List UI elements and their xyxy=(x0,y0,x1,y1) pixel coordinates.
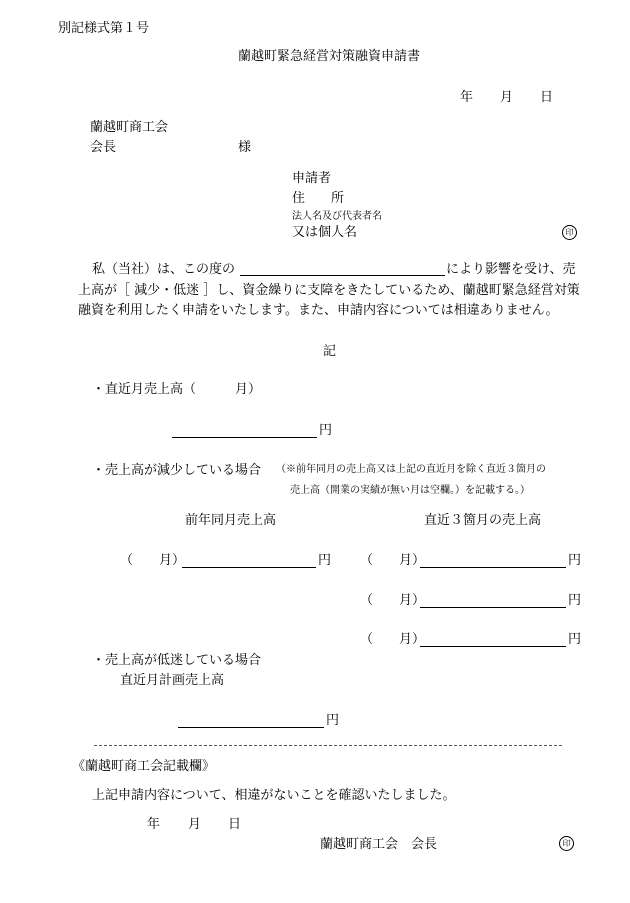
applicant-name-label-2: 又は個人名 xyxy=(292,225,358,240)
prev-year-yen: 円 xyxy=(318,553,332,568)
recent-yen-2: 円 xyxy=(568,593,582,608)
recent-amount-line-3 xyxy=(420,646,566,647)
stagnation-amount-line xyxy=(178,727,324,728)
prev-year-month: （ 月） xyxy=(120,553,186,568)
cause-blank-line xyxy=(240,275,445,276)
body-line-3: 融資を利用したく申請をいたします。また、申請内容については相違ありません。 xyxy=(78,303,559,318)
body-line-1-pre: 私（当社）は、この度の xyxy=(92,262,236,277)
chamber-date-year: 年 xyxy=(147,817,161,832)
document-title: 蘭越町緊急経営対策融資申請書 xyxy=(238,49,421,64)
col-recent-3-months: 直近３箇月の売上高 xyxy=(424,513,542,528)
recent-month-amount-line xyxy=(172,437,317,438)
recent-month-label: ・直近月売上高（ 月） xyxy=(92,382,262,397)
recent-month-yen: 円 xyxy=(319,423,333,438)
section-divider xyxy=(94,745,562,746)
recent-yen-3: 円 xyxy=(568,632,582,647)
decrease-note-1: （※前年同月の売上高又は上記の直近月を除く直近３箇月の xyxy=(276,464,546,475)
decrease-note-2: 売上高（開業の実績が無い月は空欄。）を記載する。） xyxy=(290,485,530,496)
date-year: 年 xyxy=(460,90,474,105)
recent-month-3: （ 月） xyxy=(360,632,426,647)
ki-heading: 記 xyxy=(323,344,337,359)
applicant-address-label: 住 所 xyxy=(292,191,345,206)
addressee-honorific: 様 xyxy=(238,140,252,155)
chamber-statement: 上記申請内容について、相違がないことを確認いたしました。 xyxy=(92,788,456,803)
col-prev-year: 前年同月売上高 xyxy=(185,513,277,528)
recent-month-1: （ 月） xyxy=(360,553,426,568)
addressee-org: 蘭越町商工会 xyxy=(90,120,169,135)
addressee-position: 会長 xyxy=(90,140,117,155)
chamber-heading: 《蘭越町商工会記載欄》 xyxy=(72,759,216,774)
applicant-name-label-1: 法人名及び代表者名 xyxy=(292,211,382,222)
recent-amount-line-1 xyxy=(420,567,566,568)
recent-yen-1: 円 xyxy=(568,553,582,568)
date-month: 月 xyxy=(500,90,514,105)
chamber-date-day: 日 xyxy=(228,817,242,832)
stagnation-sub: 直近月計画売上高 xyxy=(120,673,225,688)
stagnation-yen: 円 xyxy=(326,713,340,728)
decrease-heading: ・売上高が減少している場合 xyxy=(92,463,262,478)
applicant-seal-mark: 印 xyxy=(562,225,577,240)
chamber-seal-mark: 印 xyxy=(559,836,574,851)
prev-year-amount-line xyxy=(182,567,316,568)
body-line-2: 上高が［ 減少・低迷 ］し、資金繰りに支障をきたしているため、蘭越町緊急経営対策 xyxy=(78,283,580,298)
recent-amount-line-2 xyxy=(420,607,566,608)
body-line-1-post: により影響を受け、売 xyxy=(446,262,576,277)
chamber-date-month: 月 xyxy=(188,817,202,832)
applicant-heading: 申請者 xyxy=(292,171,332,186)
recent-month-2: （ 月） xyxy=(360,593,426,608)
date-day: 日 xyxy=(540,90,554,105)
stagnation-heading: ・売上高が低迷している場合 xyxy=(92,653,262,668)
form-number: 別記様式第１号 xyxy=(58,21,150,36)
chamber-signer: 蘭越町商工会 会長 xyxy=(320,837,438,852)
